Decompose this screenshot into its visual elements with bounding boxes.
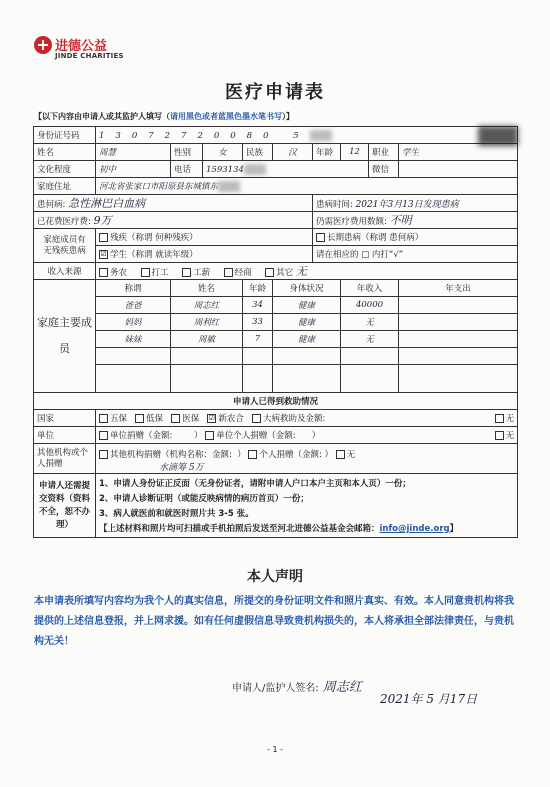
submit-items bbox=[96, 474, 518, 538]
label-income-src: 收入来源 bbox=[34, 263, 96, 280]
job-value: 学生 bbox=[399, 144, 518, 161]
label-other-org: 其他机构或个人捐赠 bbox=[34, 444, 96, 474]
row-address bbox=[34, 178, 518, 195]
row-income-src bbox=[34, 263, 518, 280]
checkbox-unit-person bbox=[205, 431, 214, 440]
opt-student: ☑ 学生（称谓 就读年级） bbox=[96, 246, 313, 263]
illness-cell: 患何病: 急性淋巴白血病 bbox=[34, 195, 313, 212]
phone-value: 1593134 bbox=[203, 161, 369, 178]
label-job: 职业 bbox=[369, 144, 399, 161]
jinde-logo bbox=[34, 34, 154, 64]
checkbox-xinnonghe-checked: ☑ bbox=[208, 414, 216, 422]
family-age: 34 bbox=[243, 297, 273, 314]
checkbox-student-checked: ☑ bbox=[100, 250, 107, 258]
row-aid-unit bbox=[34, 427, 518, 444]
other-note: 水滴筹 5万 bbox=[159, 463, 204, 473]
family-income: 无 bbox=[341, 314, 399, 331]
row-submit bbox=[34, 474, 518, 538]
redacted-block bbox=[244, 164, 266, 175]
family-age: 33 bbox=[243, 314, 273, 331]
family-rel: 爸爸 bbox=[96, 297, 171, 314]
family-name: 周利红 bbox=[171, 314, 243, 331]
ethnic-value: 汉 bbox=[273, 144, 313, 161]
redacted-block bbox=[310, 130, 332, 141]
opt-hint: 请在相应的 □ 内打“√” bbox=[313, 246, 518, 263]
row-aid-other bbox=[34, 444, 518, 474]
checkbox-yibao bbox=[171, 414, 180, 423]
aid-title: 申请人已得到救助情况 bbox=[34, 393, 518, 410]
family-col-name: 姓名 bbox=[171, 280, 243, 297]
family-row bbox=[34, 297, 518, 314]
label-id: 身份证号码 bbox=[34, 127, 96, 144]
checkbox-work bbox=[141, 268, 150, 277]
label-special: 家庭成员有 无残疾患病 bbox=[34, 229, 96, 263]
signature-label: 申请人/监护人签名: bbox=[232, 683, 319, 694]
family-col-health: 身体状况 bbox=[273, 280, 341, 297]
label-edu: 文化程度 bbox=[34, 161, 96, 178]
edu-value: 初中 bbox=[96, 161, 171, 178]
row-aid-title bbox=[34, 393, 518, 410]
label-unit: 单位 bbox=[34, 427, 96, 444]
row-edu bbox=[34, 161, 518, 178]
family-row-empty bbox=[34, 348, 518, 365]
signature-value: 周志红 bbox=[322, 680, 362, 695]
family-rel: 妈妈 bbox=[96, 314, 171, 331]
row-special-1 bbox=[34, 229, 518, 246]
checkbox-business bbox=[224, 268, 233, 277]
sign-date: 2021年 5 月17日 bbox=[380, 692, 478, 706]
family-health: 健康 bbox=[273, 297, 341, 314]
checkbox-other bbox=[265, 268, 274, 277]
row-name bbox=[34, 144, 518, 161]
onset-cell: 患病时间: 2021年3月13日发现患病 bbox=[313, 195, 518, 212]
unit-opts: 单位捐赠（金额: ） 单位个人捐赠（金额: ） 无 bbox=[96, 427, 518, 444]
form-instruction: 【以下内容由申请人或其监护人填写（请用黑色或者蓝黑色墨水笔书写）】 bbox=[34, 112, 294, 121]
label-family: 家庭主要成员 bbox=[34, 280, 96, 393]
form-title: 医疗申请表 bbox=[225, 82, 325, 103]
submit-item: 3、病人就医前和就医时照片共 3-5 张。 bbox=[99, 509, 254, 519]
label-wechat: 微信 bbox=[369, 161, 399, 178]
spent-cell: 已花费医疗费: 9万 bbox=[34, 212, 313, 229]
opt-chronic: 长期患病（称谓 患何病） bbox=[313, 229, 518, 246]
need-cell: 仍需医疗费用数额: 不明 bbox=[313, 212, 518, 229]
email-link[interactable]: info@jinde.org bbox=[379, 524, 450, 534]
label-address: 家庭住址 bbox=[34, 178, 96, 195]
logo-en-text: JINDE CHARITIES bbox=[55, 52, 124, 60]
country-opts: 五保 低保 医保 ☑ 新农合 大病救助及金额: 无 bbox=[96, 410, 518, 427]
name-value: 周慧 bbox=[96, 144, 171, 161]
family-rel: 妹妹 bbox=[96, 331, 171, 348]
checkbox-other-org bbox=[99, 450, 108, 459]
submit-note: 【上述材料和照片均可扫描或手机拍照后发送至河北进德公益基金会邮箱：info@jinde.org】 bbox=[99, 524, 459, 534]
redacted-block bbox=[218, 181, 240, 192]
checkbox-farm bbox=[99, 268, 108, 277]
family-name: 周敏 bbox=[171, 331, 243, 348]
family-expense bbox=[399, 297, 518, 314]
income-note: 无 bbox=[295, 265, 307, 278]
family-col-age: 年龄 bbox=[243, 280, 273, 297]
family-name: 周志红 bbox=[171, 297, 243, 314]
family-col-rel: 称谓 bbox=[96, 280, 171, 297]
signature-line bbox=[232, 676, 362, 695]
label-phone: 电话 bbox=[171, 161, 203, 178]
checkbox-none bbox=[495, 431, 504, 440]
income-src-opts: 务农 打工 工薪 经商 其它 无 bbox=[96, 263, 518, 280]
page-number: - 1 - bbox=[267, 745, 283, 754]
label-name: 姓名 bbox=[34, 144, 96, 161]
other-opts: 其他机构捐赠（机构名称：金额: ） 个人捐赠（金额: ） 无 水滴筹 5万 bbox=[96, 444, 518, 474]
family-col-income: 年收入 bbox=[341, 280, 399, 297]
checkbox-dabing bbox=[252, 414, 261, 423]
family-expense bbox=[399, 314, 518, 331]
row-illness bbox=[34, 195, 518, 212]
address-value: 河北省张家口市阳原县东城镇东 bbox=[96, 178, 518, 195]
family-health: 健康 bbox=[273, 314, 341, 331]
checkbox-disabled bbox=[99, 233, 108, 242]
checkbox-chronic bbox=[316, 233, 325, 242]
row-aid-country bbox=[34, 410, 518, 427]
declaration-title: 本人声明 bbox=[247, 569, 303, 585]
label-submit: 申请人还需提交资料（资料不全，恕不办理） bbox=[34, 474, 96, 538]
gender-value: 女 bbox=[203, 144, 243, 161]
submit-item: 2、申请人诊断证明（或能反映病情的病历首页）一份； bbox=[99, 494, 309, 504]
family-row-empty bbox=[34, 365, 518, 393]
family-income: 40000 bbox=[341, 297, 399, 314]
family-health: 健康 bbox=[273, 331, 341, 348]
jinde-logo-icon bbox=[34, 36, 52, 54]
label-ethnic: 民族 bbox=[243, 144, 273, 161]
checkbox-wubao bbox=[99, 414, 108, 423]
opt-disabled: 残疾（称谓 何种残疾） bbox=[96, 229, 313, 246]
redacted-corner bbox=[478, 126, 518, 146]
family-age: 7 bbox=[243, 331, 273, 348]
checkbox-unit bbox=[99, 431, 108, 440]
label-country: 国家 bbox=[34, 410, 96, 427]
family-income: 无 bbox=[341, 331, 399, 348]
row-cost bbox=[34, 212, 518, 229]
checkbox-none bbox=[495, 414, 504, 423]
application-table bbox=[33, 126, 518, 538]
age-value: 12 bbox=[341, 144, 369, 161]
row-special-2 bbox=[34, 246, 518, 263]
row-family-head bbox=[34, 280, 518, 297]
family-col-expense: 年支出 bbox=[399, 280, 518, 297]
declaration-body: 本申请表所填写内容均为我个人的真实信息，所提交的身份证明文件和照片真实、有效。本人同意贵机构将我提供的上述信息登报，并上网求援。如有任何虚假信息导致贵机构损失的，本人将承担全部法律责任，与贵机构无关！ bbox=[34, 596, 514, 647]
family-expense bbox=[399, 331, 518, 348]
checkbox-dibao bbox=[135, 414, 144, 423]
logo-cn-text: 进德公益 bbox=[55, 39, 108, 54]
family-row bbox=[34, 314, 518, 331]
wechat-value bbox=[399, 161, 518, 178]
checkbox-person bbox=[248, 450, 257, 459]
id-number-value: 13072720080 5 bbox=[96, 127, 518, 144]
checkbox-salary bbox=[182, 268, 191, 277]
label-gender: 性别 bbox=[171, 144, 203, 161]
label-age: 年龄 bbox=[313, 144, 341, 161]
submit-item: 1、申请人身份证正反面（无身份证者，请附申请人户口本户主页和本人页）一份； bbox=[99, 479, 411, 489]
checkbox-none bbox=[336, 450, 345, 459]
row-id bbox=[34, 127, 518, 144]
family-row bbox=[34, 331, 518, 348]
